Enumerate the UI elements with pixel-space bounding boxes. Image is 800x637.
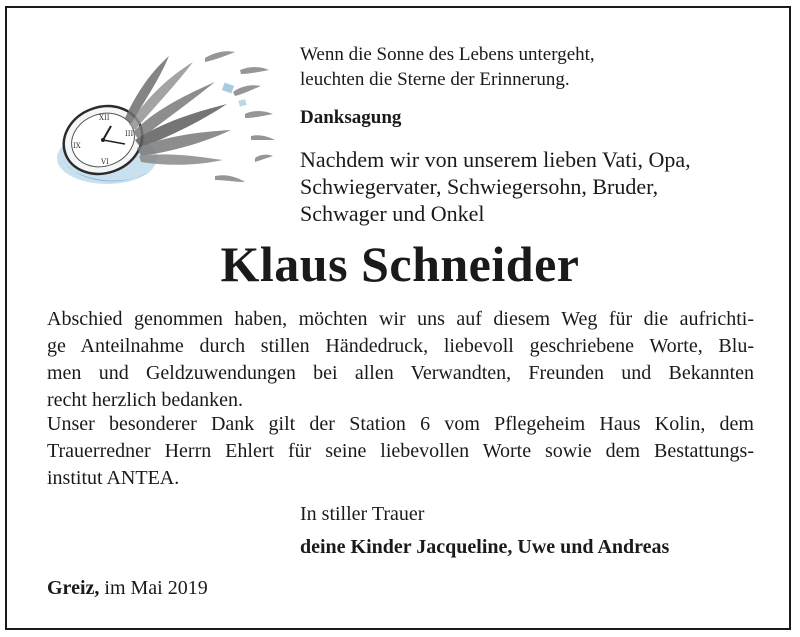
- svg-text:III: III: [125, 130, 134, 138]
- clock-with-wings-illustration: [55, 40, 280, 200]
- place-city: Greiz,: [47, 577, 100, 599]
- closing-phrase: In stiller Trauer: [300, 503, 425, 525]
- wing-feathers: [125, 56, 231, 165]
- motto: [300, 42, 595, 92]
- paragraph-line: men und Geldzuwendungen bei allen Verwandten, Freunden und Bekannten: [47, 362, 754, 384]
- place-and-date: [47, 577, 208, 600]
- paragraph-line: recht herzlich bedanken.: [47, 389, 244, 411]
- section-heading: Danksagung: [300, 107, 402, 128]
- motto-line: leuchten die Sterne der Erinnerung.: [300, 69, 570, 90]
- svg-text:XII: XII: [99, 114, 110, 122]
- intro-line: Nachdem wir von unserem lieben Vati, Opa,: [300, 147, 691, 172]
- paragraph-line: Abschied genommen haben, möchten wir uns auf diesem Weg für die aufrichti-: [47, 308, 754, 330]
- intro-line: Schwiegervater, Schwiegersohn, Bruder,: [300, 174, 659, 199]
- svg-text:VI: VI: [101, 158, 109, 166]
- thanks-paragraph: [47, 306, 754, 414]
- deceased-name: Klaus Schneider: [220, 236, 580, 292]
- paragraph-line: Unser besonderer Dank gilt der Station 6 vom Pflegeheim Haus Kolin, dem: [47, 413, 754, 435]
- special-thanks-paragraph: [47, 411, 754, 492]
- signers: deine Kinder Jacqueline, Uwe und Andreas: [300, 536, 670, 558]
- paragraph-line: ge Anteilnahme durch stillen Händedruck, liebevoll geschriebene Worte, Blu-: [47, 335, 754, 357]
- intro-line: Schwager und Onkel: [300, 201, 485, 226]
- place-date: im Mai 2019: [104, 577, 208, 599]
- scattered-feathers: [205, 51, 275, 182]
- ice-shard: [222, 83, 234, 94]
- motto-line: Wenn die Sonne des Lebens untergeht,: [300, 44, 595, 65]
- paragraph-line: institut ANTEA.: [47, 467, 180, 489]
- svg-text:IX: IX: [73, 142, 81, 150]
- intro-text: [300, 146, 691, 227]
- ice-shard: [238, 99, 246, 107]
- paragraph-line: Trauerredner Herrn Ehlert für seine liebevollen Worte sowie dem Bestattungs-: [47, 440, 754, 462]
